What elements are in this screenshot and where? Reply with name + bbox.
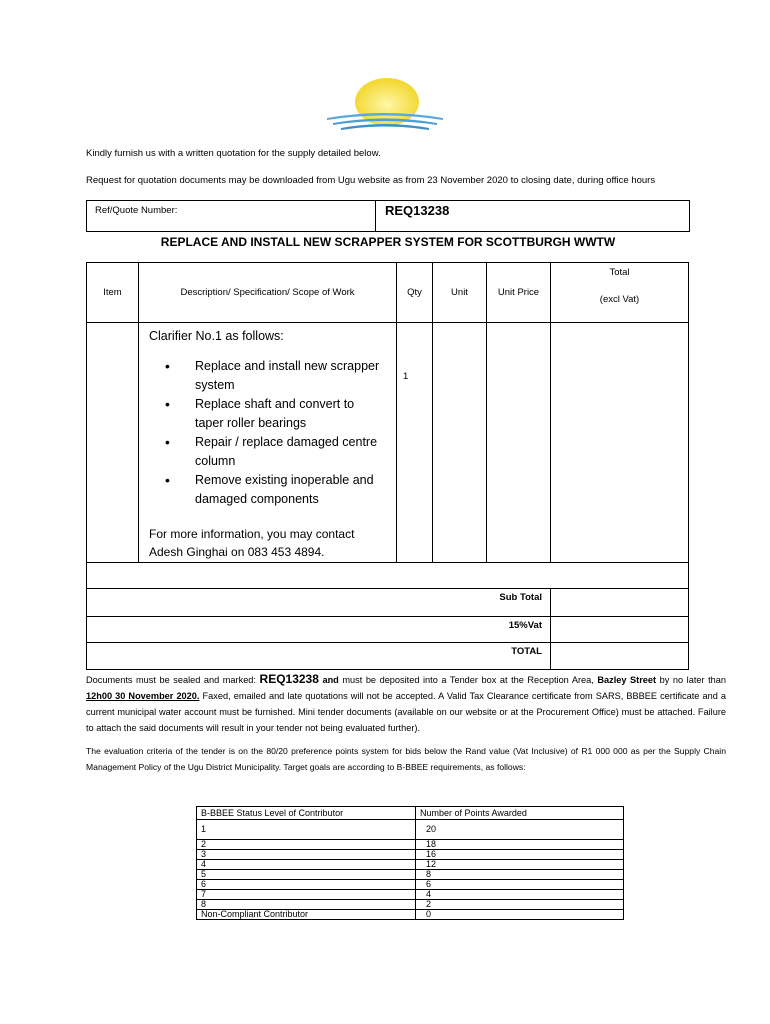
total-row — [87, 643, 689, 670]
terms-street: Bazley Street — [597, 675, 657, 685]
level-cell: 8 — [197, 900, 416, 910]
points-header-row — [197, 807, 624, 820]
points-header-level: B-BBEE Status Level of Contributor — [197, 807, 416, 820]
vat-value — [551, 617, 689, 643]
points-cell: 12 — [416, 860, 624, 870]
subtotal-row — [87, 589, 689, 617]
table-row — [197, 900, 624, 910]
level-cell: 1 — [197, 820, 416, 840]
ref-divider — [375, 201, 376, 231]
table-row — [197, 890, 624, 900]
blank-cell — [87, 563, 689, 589]
total-label: TOTAL — [87, 643, 551, 670]
intro-line-1: Kindly furnish us with a written quotation for the supply detailed below. — [86, 148, 381, 159]
description-cell — [139, 323, 397, 563]
level-cell: 3 — [197, 850, 416, 860]
blank-row — [87, 563, 689, 589]
terms-and: and — [318, 675, 339, 685]
table-row — [87, 323, 689, 563]
level-cell: 5 — [197, 870, 416, 880]
sunrise-logo — [325, 78, 445, 133]
total-value — [551, 643, 689, 670]
list-item: • Repair / replace damaged centre column — [165, 433, 385, 471]
table-row — [197, 870, 624, 880]
header-description: Description/ Specification/ Scope of Work — [139, 263, 397, 323]
vat-label: 15%Vat — [87, 617, 551, 643]
points-cell: 8 — [416, 870, 624, 880]
level-cell: Non-Compliant Contributor — [197, 910, 416, 920]
table-row — [197, 910, 624, 920]
header-total — [551, 263, 689, 323]
item-cell — [87, 323, 139, 563]
vat-row — [87, 617, 689, 643]
subtotal-label: Sub Total — [87, 589, 551, 617]
unit-cell — [433, 323, 487, 563]
points-cell: 6 — [416, 880, 624, 890]
evaluation-criteria: The evaluation criteria of the tender is on the 80/20 preference points system for bids below the Rand value (Vat Inclusive) of R1 000 000 as per the Supply Chain Management Policy of the Ugu District Municipality. Target goals are according to B-BBEE requirements, as follows: — [86, 746, 726, 772]
submission-terms — [86, 671, 726, 736]
points-header-awarded: Number of Points Awarded — [416, 807, 624, 820]
points-cell: 18 — [416, 840, 624, 850]
document-title: REPLACE AND INSTALL NEW SCRAPPER SYSTEM FOR SCOTTBURGH WWTW — [160, 235, 616, 249]
clarifier-heading: Clarifier No.1 as follows: — [149, 329, 284, 343]
ref-quote-box — [86, 200, 690, 232]
points-cell: 0 — [416, 910, 624, 920]
subtotal-value — [551, 589, 689, 617]
table-row — [197, 840, 624, 850]
header-unit-price: Unit Price — [487, 263, 551, 323]
unit-price-cell — [487, 323, 551, 563]
terms-text: by no later than — [656, 675, 726, 685]
table-row — [197, 880, 624, 890]
total-cell — [551, 323, 689, 563]
table-row — [197, 850, 624, 860]
table-row — [197, 860, 624, 870]
list-item: • Remove existing inoperable and damaged components — [165, 471, 385, 509]
terms-ref: REQ13238 — [259, 672, 319, 686]
contact-info: For more information, you may contact Adesh Ginghai on 083 453 4894. — [149, 527, 355, 559]
points-cell: 20 — [416, 820, 624, 840]
qty-cell — [397, 323, 433, 563]
list-item: • Replace and install new scrapper system — [165, 357, 385, 395]
table-header-row — [87, 263, 689, 323]
points-cell: 2 — [416, 900, 624, 910]
level-cell: 4 — [197, 860, 416, 870]
table-row — [197, 820, 624, 840]
header-total-top: Total — [609, 267, 630, 278]
header-qty: Qty — [397, 263, 433, 323]
terms-text: Documents must be sealed and marked: — [86, 675, 260, 685]
terms-deadline: 12h00 30 November 2020. — [86, 691, 200, 701]
ref-number: REQ13238 — [385, 203, 450, 218]
level-cell: 2 — [197, 840, 416, 850]
header-total-bottom: (excl Vat) — [599, 294, 640, 305]
terms-text: Faxed, emailed and late quotations will not be accepted. A Valid Tax Clearance certificate from SARS, BBBEE certificate and a current municipal water account must be furnished. Mini tender documents (available on our website or at the Procurement Office) must be attached. Failure to attach the said documents will result in your tender not being evaluated further). — [86, 691, 727, 733]
points-cell: 4 — [416, 890, 624, 900]
header-item: Item — [87, 263, 139, 323]
points-cell: 16 — [416, 850, 624, 860]
level-cell: 6 — [197, 880, 416, 890]
list-item: • Replace shaft and convert to taper roller bearings — [165, 395, 385, 433]
terms-text: must be deposited into a Tender box at the Reception Area, — [338, 675, 598, 685]
header-unit: Unit — [433, 263, 487, 323]
intro-line-2: Request for quotation documents may be downloaded from Ugu website as from 23 November 2020 to closing date, during office hours — [86, 175, 656, 186]
qty-value: 1 — [403, 371, 409, 382]
level-cell: 7 — [197, 890, 416, 900]
ref-label: Ref/Quote Number: — [95, 205, 178, 216]
scope-list — [165, 357, 396, 509]
bbbee-points-table — [196, 806, 624, 920]
quotation-table — [86, 262, 689, 670]
